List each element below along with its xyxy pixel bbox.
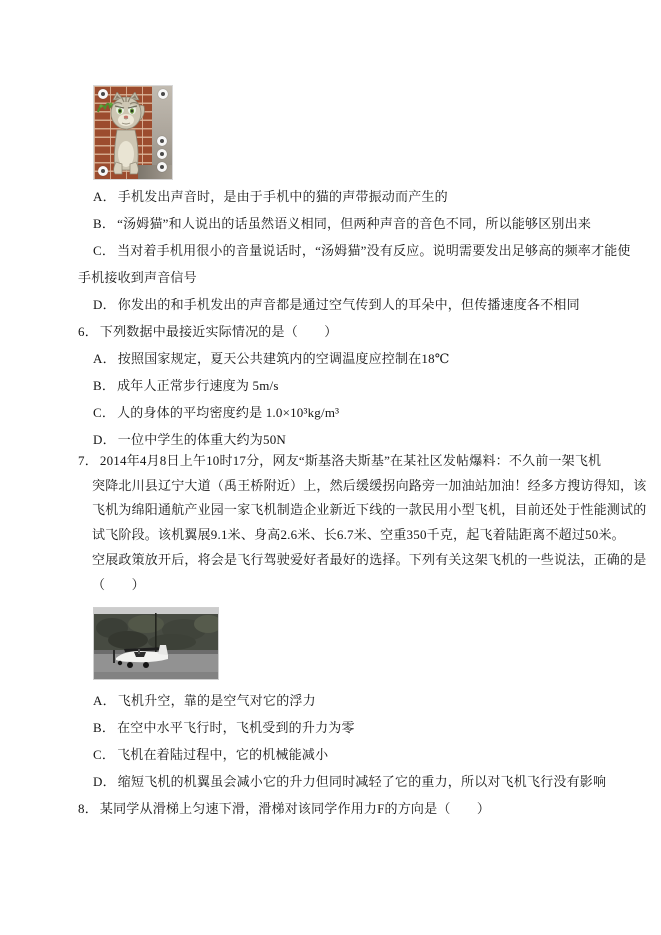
question-text: 试飞阶段。该机翼展9.1米、身高2.6米、长6.7米、空重350千克，起飞着陆距离不超过50米。 [92, 527, 625, 542]
q5-option-b [93, 215, 591, 233]
option-text: 按照国家规定，夏天公共建筑内的空调温度应控制在18℃ [117, 351, 450, 366]
option-letter: D． [93, 297, 116, 312]
option-letter: A． [93, 693, 116, 708]
q6-stem [78, 323, 338, 341]
airplane-photo-graphic [94, 608, 218, 679]
q6-option-c [93, 404, 339, 422]
q5-option-c-cont [78, 269, 197, 287]
option-text: “汤姆猫”和人说出的话虽然语义相同，但两种声音的音色不同，所以能够区别出来 [117, 216, 592, 231]
option-text: 手机发出声音时，是由于手机中的猫的声带振动而产生的 [117, 189, 448, 204]
option-letter: C． [93, 747, 116, 762]
question-text: 2014年4月8日上午10时17分，网友“斯基洛夫斯基”在某社区发帖爆料：不久前一架飞机 [99, 453, 602, 468]
question-text: 空展政策放开后，将会是飞行驾驶爱好者最好的选择。下列有关这架飞机的一些说法，正确的是 [92, 552, 647, 567]
tom-cat-figure [100, 92, 152, 176]
question-text: （ ） [92, 577, 145, 592]
option-text: 你发出的和手机发出的声音都是通过空气传到人的耳朵中，但传播速度各不相同 [117, 297, 580, 312]
q6-option-b [93, 377, 279, 395]
paw-icon [98, 89, 108, 99]
video-icon [157, 136, 167, 146]
q7-answer-brackets [92, 576, 145, 594]
close-icon [158, 89, 168, 99]
paw-glyph [101, 92, 105, 96]
q8-stem [78, 800, 490, 818]
option-text: 当对着手机用很小的音量说话时，“汤姆猫”没有反应。说明需要发出足够高的频率才能使 [117, 243, 631, 258]
question-text: 下列数据中最接近实际情况的是（ ） [99, 324, 338, 339]
q7-option-b [93, 719, 355, 737]
q7-option-c [93, 746, 328, 764]
q7-line-2 [92, 477, 646, 495]
option-text: 缩短飞机的机翼虽会减小它的升力但同时减轻了它的重力，所以对飞机飞行没有影响 [117, 774, 607, 789]
q5-option-c [93, 242, 631, 260]
airplane-photo [93, 607, 219, 680]
option-letter: D． [93, 432, 116, 447]
option-text: 飞机升空，靠的是空气对它的浮力 [117, 693, 316, 708]
option-text: 一位中学生的体重大约为50N [117, 432, 286, 447]
option-letter: A． [93, 189, 116, 204]
menu-icon [98, 166, 108, 176]
q7-option-a [93, 692, 316, 710]
option-letter: A． [93, 351, 116, 366]
q6-option-d [93, 431, 286, 449]
option-text: 手机接收到声音信号 [78, 270, 197, 285]
menu-glyph [101, 169, 105, 173]
q7-line-5 [92, 551, 646, 569]
info-glyph [160, 165, 164, 169]
option-letter: D． [93, 774, 116, 789]
question-text: 某同学从滑梯上匀速下滑，滑梯对该同学作用力F的方向是（ ） [99, 801, 491, 816]
option-text: 飞机在着陆过程中，它的机械能减小 [117, 747, 329, 762]
option-text: 成年人正常步行速度为 5m/s [117, 378, 279, 393]
question-text: 飞机为绵阳通航产业园一家飞机制造企业新近下线的一款民用小型飞机，目前还处于性能测试的 [92, 502, 647, 517]
option-letter: B． [93, 378, 116, 393]
q7-line-4 [92, 526, 625, 544]
q7-line-3 [92, 501, 646, 519]
close-glyph [161, 92, 165, 96]
option-letter: C． [93, 405, 116, 420]
option-letter: B． [93, 216, 116, 231]
talking-tom-image [93, 85, 173, 180]
question-number: 8． [78, 801, 98, 816]
info-icon [157, 162, 167, 172]
option-text: 在空中水平飞行时，飞机受到的升力为零 [117, 720, 355, 735]
option-text: 人的身体的平均密度约是 1.0×10³kg/m³ [117, 405, 340, 420]
option-letter: B． [93, 720, 116, 735]
q7-option-d [93, 773, 606, 791]
option-letter: C． [93, 243, 116, 258]
q6-option-a [93, 350, 450, 368]
q7-line-1 [78, 452, 601, 470]
camera-glyph [160, 152, 164, 156]
question-number: 7． [78, 453, 98, 468]
question-number: 6． [78, 324, 98, 339]
question-text: 突降北川县辽宁大道（禹王桥附近）上，然后缓缓拐向路旁一加油站加油！经多方搜访得知，该 [92, 478, 647, 493]
q5-option-d [93, 296, 580, 314]
video-glyph [160, 139, 164, 143]
q5-option-a [93, 188, 448, 206]
camera-icon [157, 149, 167, 159]
